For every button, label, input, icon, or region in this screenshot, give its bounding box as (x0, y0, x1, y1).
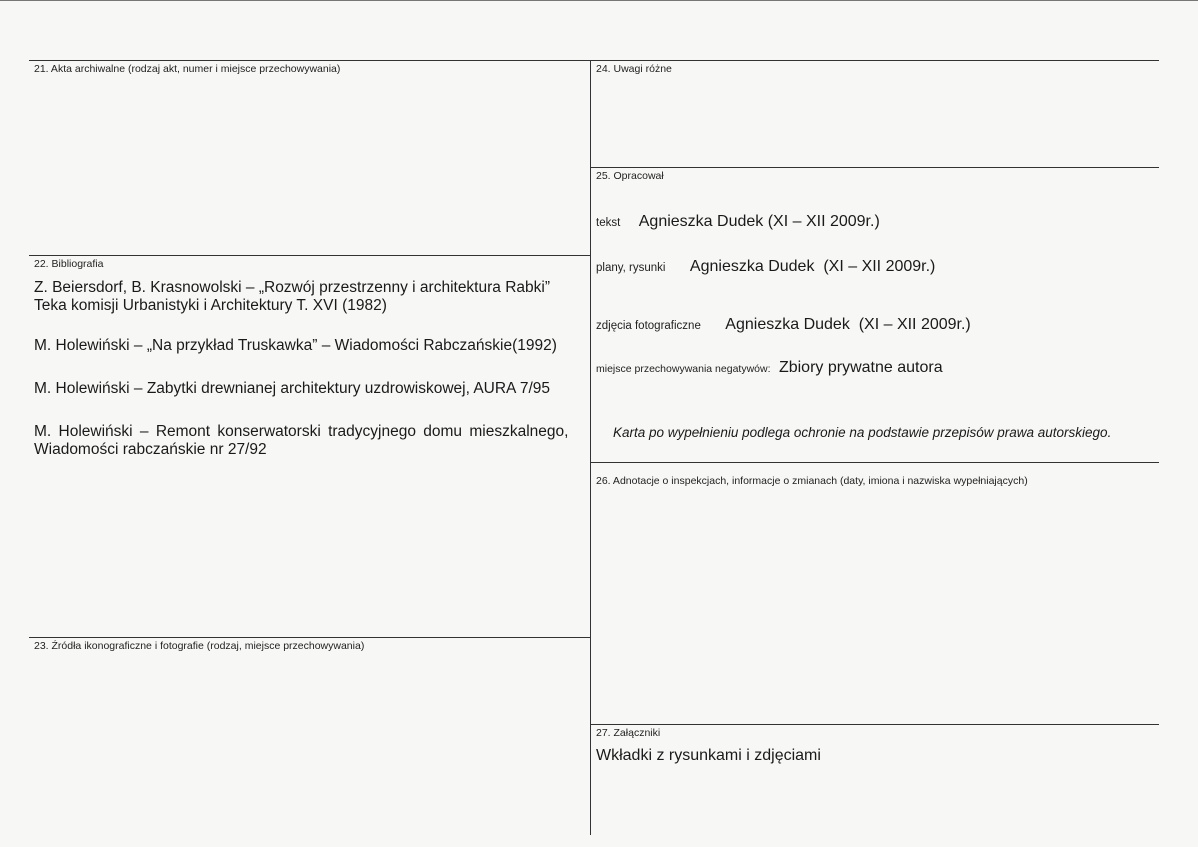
negatives-storage-row (596, 359, 943, 377)
section-27-label: 27. Załączniki (596, 727, 661, 739)
authorship-photos-row (596, 316, 971, 334)
divider-center (590, 60, 591, 835)
bibliography-entry-4-line-2: Wiadomości rabczańskie nr 27/92 (34, 441, 267, 458)
divider-22-23 (29, 637, 590, 638)
divider-25-26 (590, 462, 1159, 463)
section-26-label: 26. Adnotacje o inspekcjach, informacje o zmianach (daty, imiona i nazwiska wypełniających) (596, 475, 1028, 487)
negatives-storage-value: Zbiory prywatne autora (778, 359, 943, 376)
authorship-plans-row (596, 258, 935, 276)
authorship-photos-label: zdjęcia fotograficzne (596, 320, 701, 332)
attachments-value: Wkładki z rysunkami i zdjęciami (596, 747, 821, 764)
divider-24-25 (590, 167, 1159, 168)
bibliography-entry-3: M. Holewiński – Zabytki drewnianej architektury uzdrowiskowej, AURA 7/95 (34, 380, 551, 397)
bibliography-entry-1-line-1: Z. Beiersdorf, B. Krasnowolski – „Rozwój przestrzenny i architektura Rabki” (34, 279, 550, 296)
copyright-note: Karta po wypełnieniu podlega ochronie na podstawie przepisów prawa autorskiego. (613, 425, 1112, 440)
authorship-plans-label: plany, rysunki (596, 262, 666, 274)
authorship-photos-value: Agnieszka Dudek (XI – XII 2009r.) (725, 316, 971, 333)
sheet-top-edge (0, 0, 1198, 1)
authorship-text-value: Agnieszka Dudek (XI – XII 2009r.) (638, 213, 880, 230)
section-24-label: 24. Uwagi różne (596, 63, 672, 75)
section-22-label: 22. Bibliografia (34, 258, 104, 270)
bibliography-entry-1-line-2: Teka komisji Urbanistyki i Architektury T. XVI (1982) (34, 297, 387, 314)
authorship-plans-value: Agnieszka Dudek (XI – XII 2009r.) (689, 258, 936, 275)
section-21-label: 21. Akta archiwalne (rodzaj akt, numer i miejsce przechowywania) (34, 63, 341, 75)
bibliography-entry-4 (34, 423, 586, 459)
authorship-text-label: tekst (596, 217, 621, 229)
section-23-label: 23. Źródła ikonograficzne i fotografie (rodzaj, miejsce przechowywania) (34, 640, 365, 652)
bibliography-entry-1 (34, 279, 590, 315)
section-25-label: 25. Opracował (596, 170, 664, 182)
divider-top (29, 60, 1159, 61)
bibliography-entry-4-line-1: M. Holewiński – Remont konserwatorski tradycyjnego domu mieszkalnego, (34, 423, 569, 440)
divider-21-22 (29, 255, 590, 256)
bibliography-entry-2: M. Holewiński – „Na przykład Truskawka” – Wiadomości Rabczańskie(1992) (34, 337, 557, 354)
authorship-text-row (596, 213, 880, 231)
divider-26-27 (590, 724, 1159, 725)
negatives-storage-label: miejsce przechowywania negatywów: (596, 363, 771, 375)
